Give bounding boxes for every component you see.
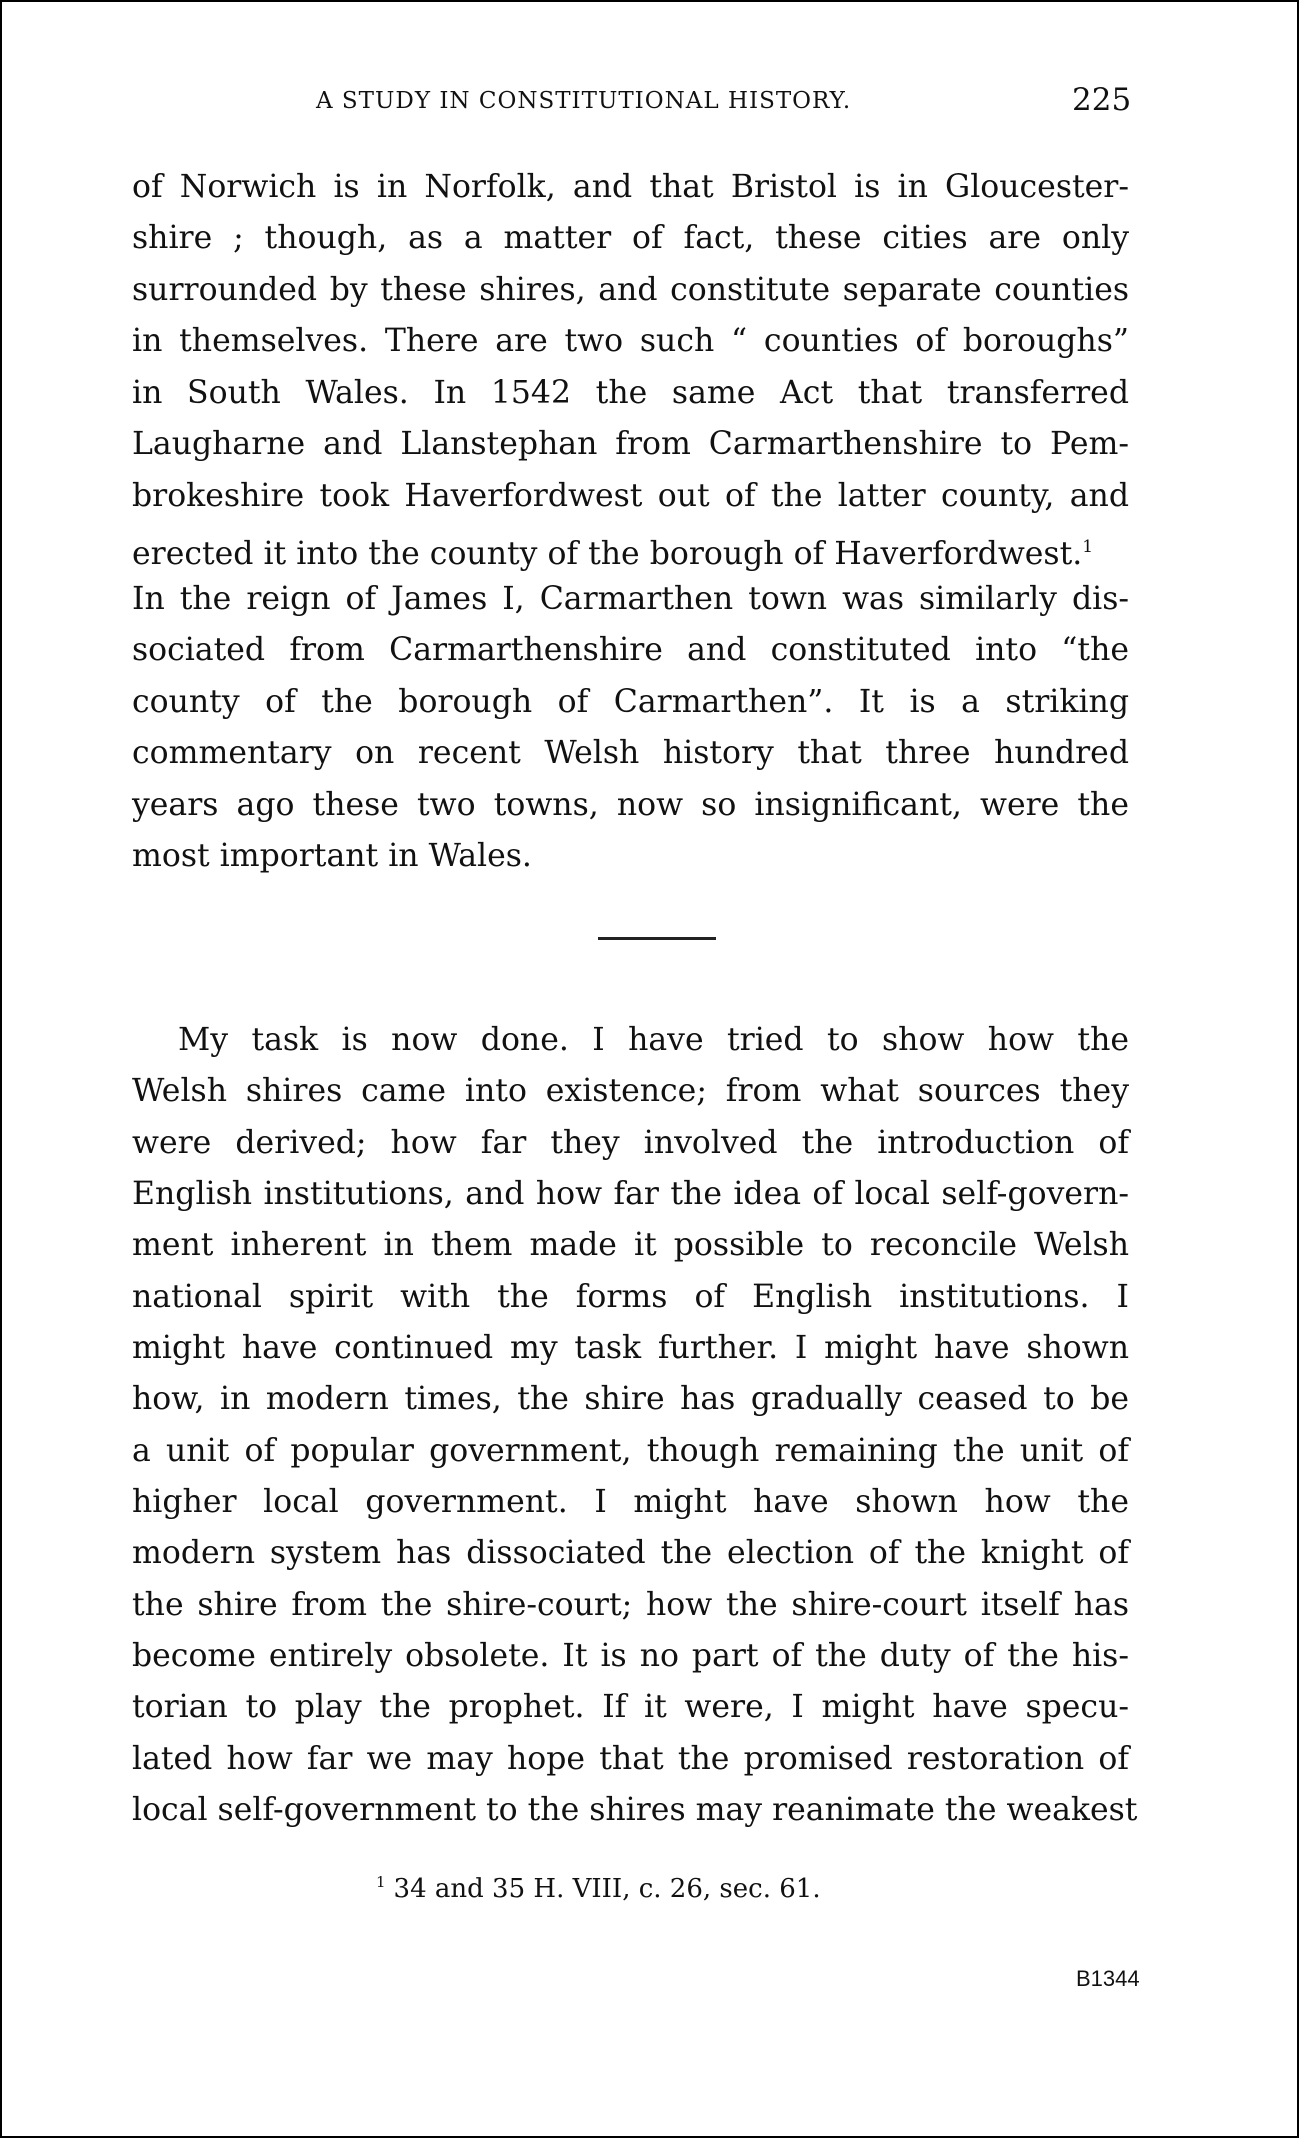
text-line: how, in modern times, the shire has gradually ceased to be <box>132 1381 1129 1417</box>
text-line: surrounded by these shires, and constitute separate counties <box>132 272 1129 308</box>
text-line: modern system has dissociated the election of the knight of <box>132 1535 1129 1571</box>
text-line: erected it into the county of the borough of Haverfordwest. <box>132 536 1083 572</box>
footnote-number: 1 <box>376 1873 386 1891</box>
text-line: in South Wales. In 1542 the same Act that transferred <box>132 375 1129 411</box>
page-number: 225 <box>1072 82 1132 118</box>
text-line: brokeshire took Haverfordwest out of the latter county, and <box>132 478 1129 514</box>
text-line: a unit of popular government, though remaining the unit of <box>132 1433 1129 1469</box>
text-line: the shire from the shire-court; how the shire-court itself has <box>132 1587 1129 1623</box>
section-separator <box>598 937 716 940</box>
text-line: most important in Wales. <box>132 838 532 874</box>
text-line: county of the borough of Carmarthen”. It is a striking <box>132 684 1129 720</box>
text-line: shire ; though, as a matter of fact, these cities are only <box>132 220 1129 256</box>
text-line-with-footnote <box>132 521 1093 573</box>
text-line: national spirit with the forms of English institutions. I <box>132 1279 1129 1315</box>
text-line: English institutions, and how far the idea of local self-govern- <box>132 1176 1129 1212</box>
footnote-marker: 1 <box>1082 537 1094 557</box>
text-line: commentary on recent Welsh history that three hundred <box>132 735 1129 771</box>
running-title: A STUDY IN CONSTITUTIONAL HISTORY. <box>316 88 852 114</box>
footnote-text: 34 and 35 H. VIII, c. 26, sec. 61. <box>393 1874 821 1904</box>
catalog-stamp: B1344 <box>1076 1966 1140 1991</box>
text-line: were derived; how far they involved the introduction of <box>132 1125 1129 1161</box>
text-line: ment inherent in them made it possible to reconcile Welsh <box>132 1227 1129 1263</box>
footnote <box>376 1873 821 1904</box>
text-line: torian to play the prophet. If it were, I might have specu- <box>132 1689 1129 1725</box>
text-line: of Norwich is in Norfolk, and that Bristol is in Gloucester- <box>132 169 1129 205</box>
text-line: Welsh shires came into existence; from what sources they <box>132 1073 1129 1109</box>
text-line: In the reign of James I, Carmarthen town was similarly dis- <box>132 581 1129 617</box>
text-line: lated how far we may hope that the promised restoration of <box>132 1741 1129 1777</box>
text-line: in themselves. There are two such “ counties of boroughs” <box>132 323 1129 359</box>
text-line: might have continued my task further. I might have shown <box>132 1330 1129 1366</box>
text-line: become entirely obsolete. It is no part of the duty of the his- <box>132 1638 1129 1674</box>
text-line: years ago these two towns, now so insignificant, were the <box>132 787 1129 823</box>
text-line: local self-government to the shires may reanimate the weakest <box>132 1792 1138 1828</box>
text-line: sociated from Carmarthenshire and constituted into “the <box>132 632 1129 668</box>
text-line: Laugharne and Llanstephan from Carmarthenshire to Pem- <box>132 426 1129 462</box>
text-line: My task is now done. I have tried to show how the <box>178 1022 1129 1058</box>
text-line: higher local government. I might have shown how the <box>132 1484 1129 1520</box>
